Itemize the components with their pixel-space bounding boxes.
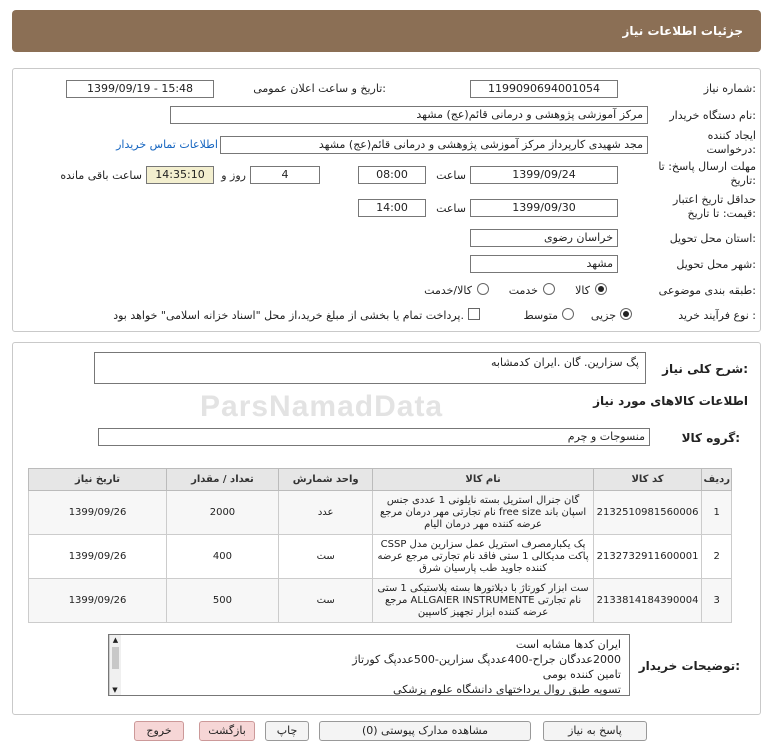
cell-row: 3 — [702, 579, 732, 623]
category-radio-goods[interactable] — [595, 283, 607, 295]
print-button[interactable]: چاپ — [265, 721, 309, 741]
table-header-row — [29, 469, 732, 491]
category-radio-both[interactable] — [477, 283, 489, 295]
price-time-field: 14:00 — [358, 199, 426, 217]
col-date: تاریخ نیاز — [29, 469, 167, 491]
scroll-thumb[interactable] — [112, 647, 119, 669]
cell-date: 1399/09/26 — [29, 491, 167, 535]
col-qty: تعداد / مقدار — [167, 469, 279, 491]
price-deadline-label-text: حداقل تاریخ اعتبار قیمت: تا تاریخ: — [672, 193, 756, 220]
cell-code: 2132510981560006 — [593, 491, 702, 535]
cell-name: ست ابزار کورتاژ با دیلاتورها بسته پلاستیکی 1 ستی نام تجارتی ALLGAIER INSTRUMENTE مرجع عرضه کننده ابزار تجهیز کاسپین — [373, 579, 593, 623]
cell-name: گان جنرال استریل بسته نایلونی 1 عددی جنس اسپان باند free size نام تجارتی مهر درمان مرجع عرضه کننده مهر درمان الیام — [373, 491, 593, 535]
send-deadline-label-text: مهلت ارسال پاسخ: تا تاریخ: — [658, 160, 756, 187]
notes-box[interactable] — [108, 634, 630, 696]
price-date-field: 1399/09/30 — [470, 199, 618, 217]
cell-name: پک یکبارمصرف استریل عمل سزارین مدل CSSP پاکت مدیکالی 1 ستی فاقد نام تجارتی مرجع عرضه کننده جاوید طب پارسیان شرق — [373, 535, 593, 579]
notes-line: 2000عددگان جراح-400عددپگ سزارین-500عددپگ کورتاژ — [352, 653, 621, 666]
creator-label — [656, 129, 756, 157]
process-option-minor: جزیی — [590, 309, 616, 322]
goods-section-title: اطلاعات کالاهای مورد نیاز — [593, 394, 748, 408]
cell-unit: عدد — [278, 491, 373, 535]
cell-date: 1399/09/26 — [29, 535, 167, 579]
table-row[interactable] — [29, 491, 732, 535]
city-field: مشهد — [470, 255, 618, 273]
col-code: کد کالا — [593, 469, 702, 491]
scroll-up-arrow-icon[interactable]: ▲ — [112, 636, 119, 644]
attachments-button[interactable]: مشاهده مدارک پیوستی (0) — [319, 721, 531, 741]
province-field: خراسان رضوی — [470, 229, 618, 247]
cell-qty: 400 — [167, 535, 279, 579]
col-unit: واحد شمارش — [278, 469, 373, 491]
announce-field: 1399/09/19 - 15:48 — [66, 80, 214, 98]
notes-label: توضیحات خریدار: — [638, 659, 740, 673]
back-button[interactable]: بازگشت — [199, 721, 255, 741]
cell-date: 1399/09/26 — [29, 579, 167, 623]
price-deadline-label — [646, 193, 756, 221]
send-date-field: 1399/09/24 — [470, 166, 618, 184]
cell-unit: ست — [278, 579, 373, 623]
days-field: 4 — [250, 166, 320, 184]
summary-box — [94, 352, 646, 384]
process-option-medium: متوسط — [523, 309, 558, 322]
send-time-label: ساعت — [436, 169, 466, 182]
cell-code: 2132732911600001 — [593, 535, 702, 579]
notes-line: ایران کدها مشابه است — [515, 638, 621, 651]
announce-label: تاریخ و ساعت اعلان عمومی: — [253, 82, 386, 95]
payment-note: پرداخت تمام یا بخشی از مبلغ خرید،از محل "اسناد خزانه اسلامی" خواهد بود. — [113, 309, 464, 322]
summary-label: شرح کلی نیاز: — [662, 362, 748, 376]
window-titlebar — [12, 10, 761, 52]
cell-code: 2133814184390004 — [593, 579, 702, 623]
notes-line: تسویه طبق روال پرداختهای دانشگاه علوم پزشکی — [393, 683, 621, 695]
category-label: طبقه بندی موضوعی: — [658, 284, 756, 297]
creator-label-text: ایجاد کننده درخواست: — [706, 129, 756, 156]
notes-text — [121, 635, 629, 695]
need-number-label: شماره نیاز: — [703, 82, 756, 95]
cell-row: 1 — [702, 491, 732, 535]
contact-info-link[interactable]: اطلاعات تماس خریدار — [116, 138, 218, 151]
category-option-both: کالا/خدمت — [424, 284, 472, 297]
goods-group-label: گروه کالا: — [681, 431, 740, 445]
days-label: روز و — [221, 169, 246, 182]
col-row: ردیف — [702, 469, 732, 491]
remaining-label: ساعت باقی مانده — [60, 169, 142, 182]
send-time-field: 08:00 — [358, 166, 426, 184]
process-radio-minor[interactable] — [620, 308, 632, 320]
need-number-field: 1199090694001054 — [470, 80, 618, 98]
price-time-label: ساعت — [436, 202, 466, 215]
reply-button[interactable]: پاسخ به نیاز — [543, 721, 647, 741]
summary-text: پگ سزارین. گان .ایران کدمشابه — [491, 356, 639, 369]
notes-scrollbar[interactable] — [109, 635, 121, 695]
remaining-time-field: 14:35:10 — [146, 166, 214, 184]
city-label: شهر محل تحویل: — [676, 258, 756, 271]
watermark-logo: ParsNamadData — [200, 390, 444, 423]
process-label: نوع فرآیند خرید : — [678, 309, 756, 322]
buyer-label: نام دستگاه خریدار: — [669, 109, 756, 122]
cell-row: 2 — [702, 535, 732, 579]
cell-qty: 500 — [167, 579, 279, 623]
process-radio-medium[interactable] — [562, 308, 574, 320]
cell-unit: ست — [278, 535, 373, 579]
province-label: استان محل تحویل: — [669, 232, 756, 245]
col-name: نام کالا — [373, 469, 593, 491]
cell-qty: 2000 — [167, 491, 279, 535]
window-title: جزئیات اطلاعات نیاز — [622, 24, 743, 38]
table-row[interactable] — [29, 579, 732, 623]
goods-group-field: منسوجات و چرم — [98, 428, 650, 446]
buyer-field: مرکز آموزشی پژوهشی و درمانی قائم(عج) مشهد — [170, 106, 648, 124]
category-radio-service[interactable] — [543, 283, 555, 295]
treasury-checkbox[interactable] — [468, 308, 480, 320]
table-row[interactable] — [29, 535, 732, 579]
items-table — [28, 468, 732, 623]
notes-line: تامین کننده بومی — [542, 668, 621, 681]
scroll-down-arrow-icon[interactable]: ▼ — [112, 686, 118, 694]
send-deadline-label — [656, 160, 756, 188]
category-option-goods: کالا — [575, 284, 590, 297]
creator-field: مجد شهیدی کارپرداز مرکز آموزشی پژوهشی و درمانی قائم(عج) مشهد — [220, 136, 648, 154]
category-option-service: خدمت — [508, 284, 538, 297]
exit-button[interactable]: خروج — [134, 721, 184, 741]
